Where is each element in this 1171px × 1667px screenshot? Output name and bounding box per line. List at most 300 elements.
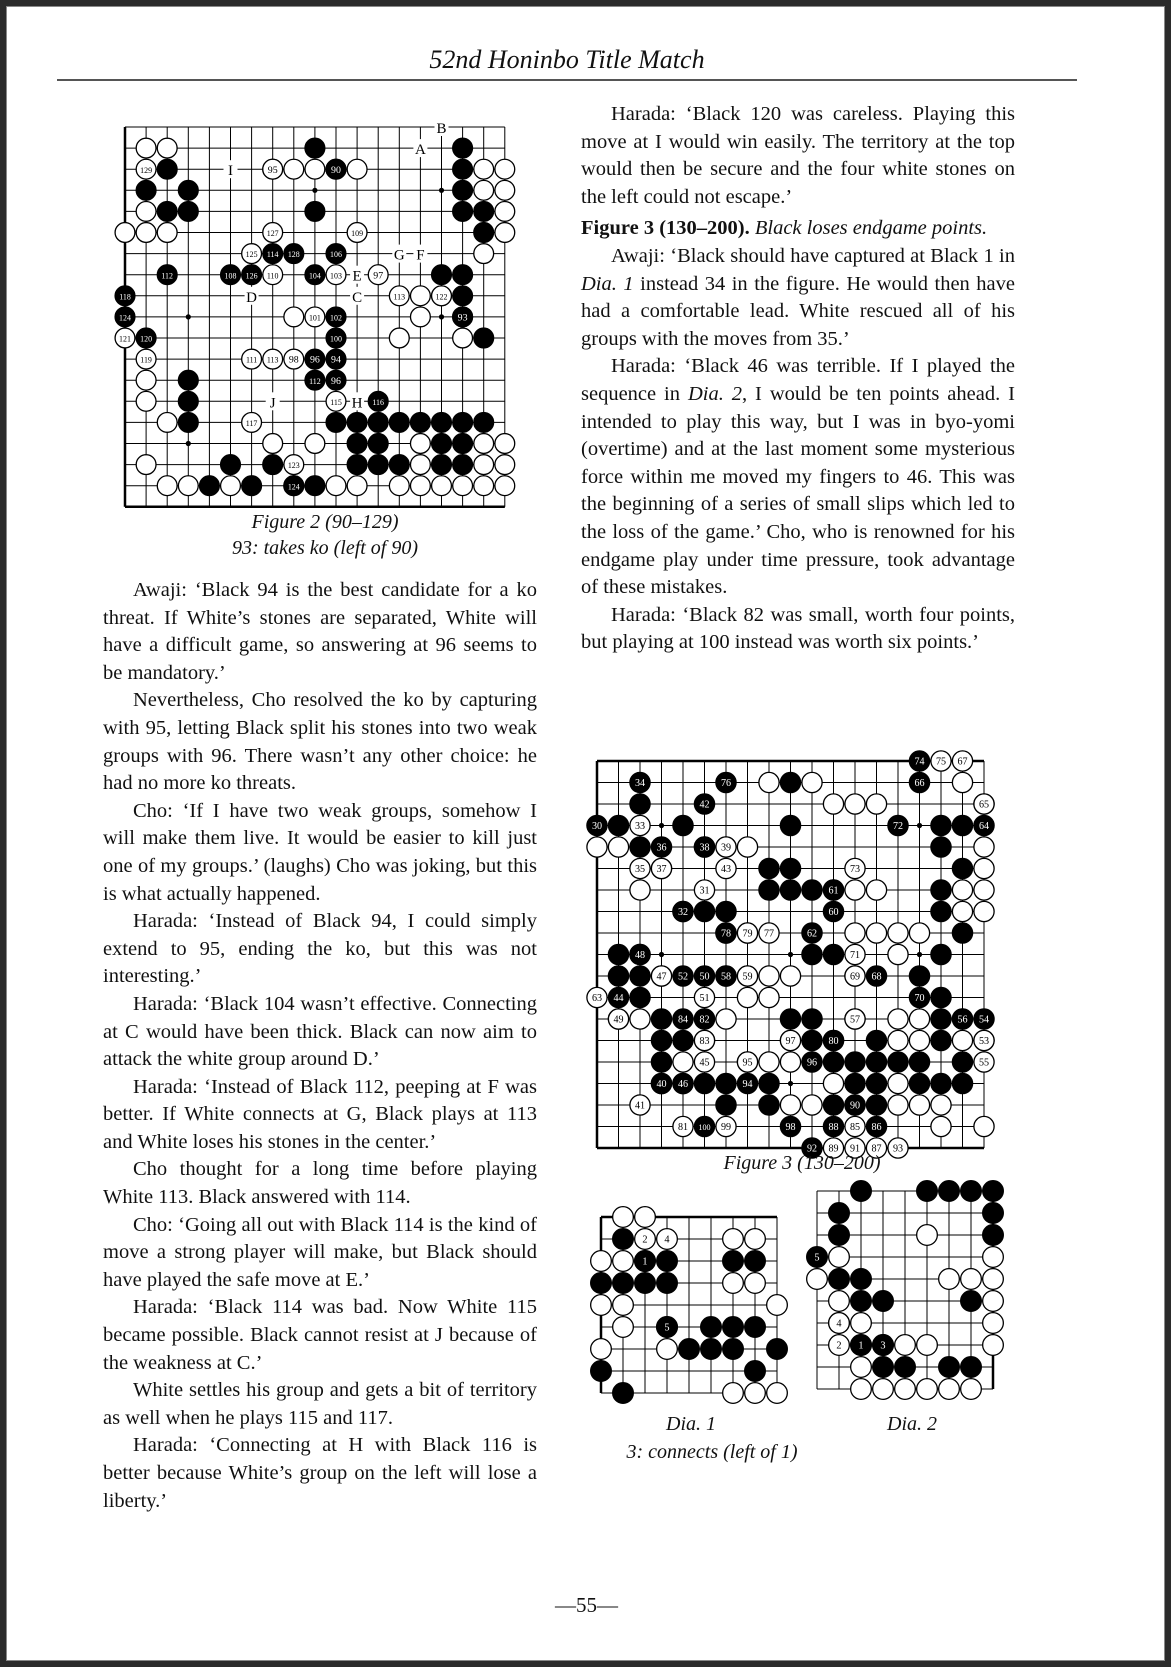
figure-3-heading-label: Figure 3 (130–200).: [581, 217, 750, 240]
figure-3-board: [587, 729, 1017, 1155]
paragraph: Nevertheless, Cho resolved the ko by capturing with 95, letting Black split his stones into two weak groups with 96. There wasn’t any other choice: he had no more ko threats.: [103, 689, 537, 795]
white-stone: [723, 1229, 744, 1250]
black-stone: [802, 880, 822, 900]
black-stone: [453, 286, 473, 306]
white-stone: [651, 858, 671, 878]
dia-reference: Dia. 2: [687, 382, 742, 405]
black-stone: [326, 307, 346, 327]
white-stone: [157, 412, 177, 432]
black-stone: [651, 837, 671, 857]
move-number: 73: [849, 864, 861, 876]
black-stone: [866, 1030, 886, 1050]
black-stone: [931, 1030, 951, 1050]
black-stone: [178, 412, 198, 432]
white-stone: [136, 370, 156, 390]
white-stone: [657, 1339, 678, 1360]
black-stone: [284, 476, 304, 496]
black-stone: [136, 180, 156, 200]
black-stone: [823, 901, 843, 921]
move-number: 68: [871, 971, 882, 983]
black-stone: [326, 412, 346, 432]
white-stone: [716, 858, 736, 878]
black-stone: [716, 966, 736, 986]
move-number: 93: [892, 1143, 904, 1155]
black-stone: [952, 815, 972, 835]
black-stone: [178, 370, 198, 390]
black-stone: [608, 944, 628, 964]
move-number: 95: [267, 164, 278, 176]
white-stone: [347, 223, 367, 243]
move-number: 84: [677, 1014, 689, 1026]
move-number: 33: [634, 821, 646, 833]
black-stone: [851, 1181, 872, 1202]
move-number: 66: [914, 778, 925, 790]
move-number: 128: [287, 250, 300, 260]
black-stone: [909, 1052, 929, 1072]
white-stone: [759, 1052, 779, 1072]
black-stone: [263, 244, 283, 264]
black-stone: [673, 1009, 693, 1029]
move-number: 76: [720, 778, 732, 790]
paragraph: Harada: ‘Instead of Black 94, I could simply extend to 95, ending the ko, but this was not interesting.’: [103, 910, 537, 988]
white-stone: [767, 1295, 788, 1316]
white-stone: [305, 434, 325, 454]
move-number: 4: [664, 1234, 670, 1246]
move-number: 40: [656, 1079, 667, 1091]
black-stone: [673, 1073, 693, 1093]
move-number: 78: [720, 928, 732, 940]
black-stone: [952, 1009, 972, 1029]
white-stone: [591, 1295, 612, 1316]
white-stone: [780, 1030, 800, 1050]
white-stone: [495, 455, 515, 475]
black-stone: [326, 349, 346, 369]
black-stone: [178, 201, 198, 221]
white-stone: [651, 966, 671, 986]
white-stone: [347, 476, 367, 496]
book-page: [6, 6, 1165, 1661]
move-number: 55: [978, 1057, 990, 1069]
black-stone: [952, 1052, 972, 1072]
white-stone: [974, 794, 994, 814]
black-stone: [939, 1181, 960, 1202]
black-stone: [745, 1317, 766, 1338]
black-stone: [221, 455, 241, 475]
dia-1-note: 3: connects (left of 1): [626, 1441, 798, 1463]
black-stone: [263, 455, 283, 475]
move-number: 60: [828, 907, 839, 919]
black-stone: [829, 1225, 850, 1246]
white-stone: [939, 1379, 960, 1400]
white-stone: [909, 1095, 929, 1115]
white-stone: [845, 1009, 865, 1029]
black-stone: [694, 837, 714, 857]
white-stone: [829, 1247, 850, 1268]
white-stone: [587, 837, 607, 857]
black-stone: [759, 1073, 779, 1093]
black-stone: [587, 815, 607, 835]
black-stone: [157, 159, 177, 179]
paragraph: Harada: ‘Black 114 was bad. Now White 115 became possible. Black cannot resist at J because of the weakness at C.’: [103, 1296, 537, 1374]
white-stone: [284, 455, 304, 475]
move-number: 77: [763, 928, 775, 940]
white-stone: [829, 1313, 850, 1334]
white-stone: [136, 223, 156, 243]
black-stone: [635, 1251, 656, 1272]
black-stone: [829, 1269, 850, 1290]
white-stone: [242, 349, 262, 369]
move-number: 1: [642, 1256, 648, 1268]
white-stone: [745, 1273, 766, 1294]
move-number: 2: [836, 1340, 842, 1352]
black-stone: [780, 858, 800, 878]
white-stone: [694, 880, 714, 900]
move-number: 115: [330, 397, 342, 407]
black-stone: [326, 370, 346, 390]
black-stone: [630, 772, 650, 792]
move-number: 92: [806, 1143, 818, 1155]
board-letter: F: [416, 247, 425, 264]
white-stone: [952, 880, 972, 900]
white-stone: [326, 265, 346, 285]
white-stone: [630, 1009, 650, 1029]
black-stone: [780, 1009, 800, 1029]
move-number: 123: [287, 461, 300, 471]
white-stone: [263, 159, 283, 179]
move-number: 48: [634, 950, 646, 962]
move-number: 100: [698, 1123, 711, 1133]
black-stone: [952, 858, 972, 878]
white-stone: [389, 476, 409, 496]
move-number: 67: [957, 756, 968, 768]
white-stone: [845, 923, 865, 943]
move-number: 95: [742, 1057, 753, 1069]
white-stone: [845, 858, 865, 878]
black-stone: [952, 1073, 972, 1093]
black-stone: [931, 987, 951, 1007]
black-stone: [389, 455, 409, 475]
move-number: 126: [245, 271, 258, 281]
black-stone: [745, 1251, 766, 1272]
white-stone: [608, 837, 628, 857]
move-number: 57: [849, 1014, 861, 1026]
black-stone: [157, 265, 177, 285]
black-stone: [305, 265, 325, 285]
white-stone: [608, 1009, 628, 1029]
white-stone: [157, 476, 177, 496]
white-stone: [952, 901, 972, 921]
black-stone: [694, 966, 714, 986]
move-number: 106: [330, 250, 342, 260]
figure-2-caption-note: 93: takes ko (left of 90): [231, 537, 419, 559]
move-number: 56: [957, 1014, 968, 1026]
black-stone: [780, 815, 800, 835]
white-stone: [635, 1207, 656, 1228]
white-stone: [613, 1207, 634, 1228]
board-letter: D: [246, 289, 258, 306]
dia-1-caption: [591, 1411, 791, 1437]
white-stone: [495, 223, 515, 243]
white-stone: [974, 858, 994, 878]
board-letter: C: [352, 289, 363, 306]
white-stone: [931, 1095, 951, 1115]
move-number: 116: [372, 397, 384, 407]
black-stone: [931, 837, 951, 857]
black-stone: [802, 1052, 822, 1072]
black-stone: [759, 880, 779, 900]
white-stone: [745, 1229, 766, 1250]
white-stone: [635, 1229, 656, 1250]
move-number: 64: [978, 821, 990, 833]
white-stone: [780, 1052, 800, 1072]
white-stone: [845, 880, 865, 900]
white-stone: [866, 794, 886, 814]
white-stone: [888, 1009, 908, 1029]
white-stone: [983, 1269, 1004, 1290]
white-stone: [851, 1379, 872, 1400]
white-stone: [759, 966, 779, 986]
black-stone: [242, 265, 262, 285]
move-number: 127: [266, 229, 279, 239]
white-stone: [694, 1052, 714, 1072]
black-stone: [845, 1073, 865, 1093]
black-stone: [716, 772, 736, 792]
black-stone: [630, 944, 650, 964]
paragraph: Cho thought for a long time before playing White 113. Black answered with 114.: [103, 1158, 537, 1209]
move-number: 72: [892, 821, 904, 833]
move-number: 82: [699, 1014, 710, 1026]
white-stone: [983, 1335, 1004, 1356]
move-number: 117: [245, 418, 258, 428]
white-stone: [737, 923, 757, 943]
black-stone: [802, 944, 822, 964]
move-number: 111: [245, 355, 258, 365]
move-number: 54: [978, 1014, 990, 1026]
move-number: 44: [613, 993, 624, 1005]
white-stone: [767, 1383, 788, 1404]
black-stone: [630, 837, 650, 857]
paragraph: Cho: ‘If I have two weak groups, somehow I will make them live. It would be easier to kill just one of my groups.’ (laughs) Cho was joking, but this is what actually happened.: [103, 799, 537, 905]
black-stone: [931, 1009, 951, 1029]
black-stone: [780, 1116, 800, 1136]
black-stone: [453, 138, 473, 158]
figure-2-caption-title: Figure 2 (90–129): [251, 511, 399, 533]
black-stone: [305, 349, 325, 369]
black-stone: [917, 1181, 938, 1202]
black-stone: [716, 1095, 736, 1115]
white-stone: [917, 1225, 938, 1246]
white-stone: [737, 966, 757, 986]
white-stone: [263, 434, 283, 454]
move-number: 102: [330, 313, 342, 323]
black-stone: [873, 1357, 894, 1378]
move-number: 75: [935, 756, 947, 768]
white-stone: [630, 880, 650, 900]
black-stone: [657, 1273, 678, 1294]
black-stone: [961, 1291, 982, 1312]
move-number: 3: [880, 1340, 886, 1352]
move-number: 98: [785, 1122, 796, 1134]
move-number: 42: [699, 799, 710, 811]
white-stone: [630, 815, 650, 835]
black-stone: [723, 1317, 744, 1338]
black-stone: [823, 1095, 843, 1115]
move-number: 112: [161, 271, 173, 281]
black-stone: [737, 1073, 757, 1093]
black-stone: [368, 391, 388, 411]
move-number: 125: [245, 250, 258, 260]
white-stone: [961, 1379, 982, 1400]
black-stone: [453, 455, 473, 475]
white-stone: [723, 1273, 744, 1294]
black-stone: [931, 1073, 951, 1093]
move-number: 101: [308, 313, 321, 323]
black-stone: [657, 1317, 678, 1338]
move-number: 108: [224, 271, 237, 281]
text-run: Harada: ‘Black 46 was terrible. If I played the sequence in: [581, 355, 1015, 405]
move-number: 63: [591, 993, 603, 1005]
move-number: 109: [351, 229, 364, 239]
move-number: 97: [785, 1036, 796, 1048]
white-stone: [931, 751, 951, 771]
white-stone: [823, 1073, 843, 1093]
black-stone: [974, 1009, 994, 1029]
paragraph: Harada: ‘Connecting at H with Black 116 is better because White’s group on the left will lose a liberty.’: [103, 1434, 537, 1512]
white-stone: [136, 201, 156, 221]
move-number: 96: [331, 375, 341, 387]
black-stone: [823, 1052, 843, 1072]
text-run: Awaji: ‘Black should have captured at Black 1 in: [611, 244, 1015, 267]
page-number: —55—: [555, 1593, 618, 1617]
black-stone: [866, 1052, 886, 1072]
white-stone: [242, 244, 262, 264]
white-stone: [263, 349, 283, 369]
white-stone: [591, 1339, 612, 1360]
black-stone: [305, 476, 325, 496]
board-letter: H: [351, 395, 363, 412]
black-stone: [432, 455, 452, 475]
black-stone: [651, 1052, 671, 1072]
move-number: 5: [664, 1322, 670, 1334]
move-number: 81: [677, 1122, 689, 1134]
figure-2-caption: [115, 509, 535, 561]
white-stone: [495, 476, 515, 496]
white-stone: [305, 159, 325, 179]
white-stone: [630, 1095, 650, 1115]
move-number: 103: [330, 271, 342, 281]
move-number: 5: [814, 1252, 820, 1264]
white-stone: [673, 1116, 693, 1136]
black-stone: [474, 223, 494, 243]
black-stone: [823, 1030, 843, 1050]
white-stone: [974, 1116, 994, 1136]
move-number: 65: [978, 799, 990, 811]
header-rule: [57, 79, 1077, 81]
black-stone: [136, 328, 156, 348]
black-stone: [866, 966, 886, 986]
black-stone: [673, 1030, 693, 1050]
black-stone: [931, 901, 951, 921]
white-stone: [115, 223, 135, 243]
white-stone: [974, 901, 994, 921]
white-stone: [866, 923, 886, 943]
black-stone: [673, 815, 693, 835]
black-stone: [432, 434, 452, 454]
black-stone: [888, 815, 908, 835]
black-stone: [931, 815, 951, 835]
black-stone: [723, 1251, 744, 1272]
white-stone: [694, 1030, 714, 1050]
white-stone: [410, 307, 430, 327]
white-stone: [845, 1116, 865, 1136]
black-stone: [326, 328, 346, 348]
move-number: 50: [699, 971, 710, 983]
black-stone: [931, 944, 951, 964]
black-stone: [759, 1095, 779, 1115]
paragraph: Awaji: ‘Black 94 is the best candidate for a ko threat. If White’s stones are separated, White will have a difficult game, so answering at 96 seems to be mandatory.’: [103, 579, 537, 684]
black-stone: [952, 923, 972, 943]
black-stone: [591, 1273, 612, 1294]
white-stone: [780, 1095, 800, 1115]
white-stone: [347, 159, 367, 179]
black-stone: [694, 794, 714, 814]
white-stone: [495, 434, 515, 454]
move-number: 74: [914, 756, 925, 768]
move-number: 114: [266, 250, 279, 260]
black-stone: [983, 1203, 1004, 1224]
white-stone: [723, 1383, 744, 1404]
white-stone: [221, 476, 241, 496]
white-stone: [410, 476, 430, 496]
move-number: 91: [849, 1143, 861, 1155]
black-stone: [679, 1339, 700, 1360]
black-stone: [608, 966, 628, 986]
dia-reference: Dia. 1: [581, 272, 634, 295]
white-stone: [851, 1313, 872, 1334]
white-stone: [983, 1291, 1004, 1312]
move-number: 52: [677, 971, 689, 983]
move-number: 110: [266, 271, 279, 281]
white-stone: [673, 1052, 693, 1072]
move-number: 79: [742, 928, 753, 940]
move-number: 93: [457, 312, 468, 324]
white-stone: [917, 1379, 938, 1400]
white-stone: [759, 772, 779, 792]
move-number: 94: [742, 1079, 753, 1091]
black-stone: [630, 794, 650, 814]
paragraph: Harada: ‘Black 82 was small, worth four points, but playing at 100 instead was worth six points.’: [581, 603, 1015, 654]
black-stone: [453, 307, 473, 327]
white-stone: [495, 159, 515, 179]
white-stone: [389, 286, 409, 306]
black-stone: [974, 815, 994, 835]
running-header: 52nd Honinbo Title Match: [429, 45, 705, 74]
paragraph: [581, 243, 1015, 353]
white-stone: [888, 923, 908, 943]
white-stone: [909, 1009, 929, 1029]
black-stone: [630, 966, 650, 986]
white-stone: [895, 1379, 916, 1400]
white-stone: [851, 1357, 872, 1378]
white-stone: [453, 328, 473, 348]
black-stone: [780, 772, 800, 792]
white-stone: [888, 944, 908, 964]
black-stone: [305, 370, 325, 390]
figure-3-caption: Figure 3 (130–200): [723, 1152, 881, 1174]
white-stone: [974, 880, 994, 900]
black-stone: [347, 455, 367, 475]
black-stone: [866, 1095, 886, 1115]
